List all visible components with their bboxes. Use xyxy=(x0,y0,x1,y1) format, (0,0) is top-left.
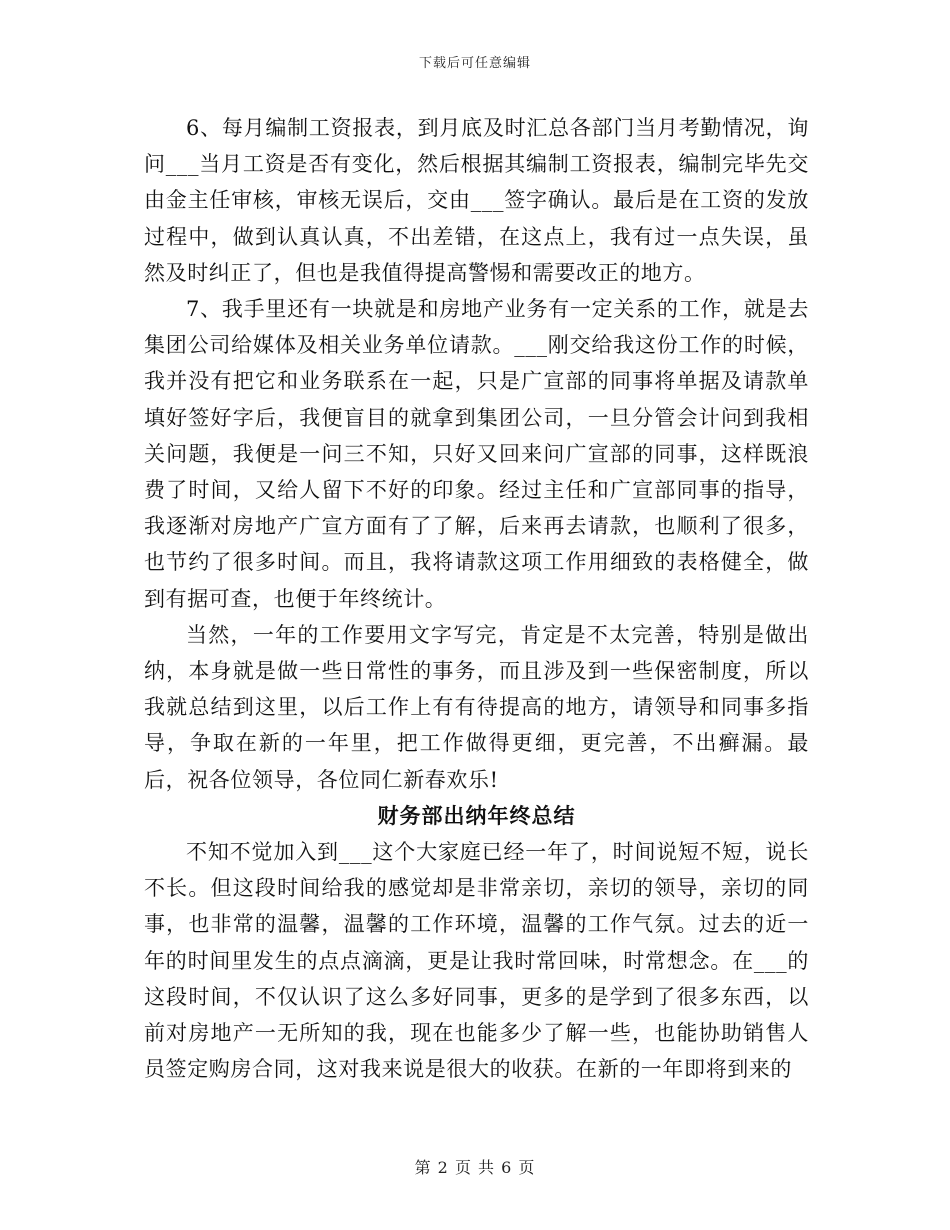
document-body xyxy=(144,110,809,1087)
page-number: 第 2 页 共 6 页 xyxy=(414,1158,536,1177)
paragraph-item-6: 6、每月编制工资报表，到月底及时汇总各部门当月考勤情况，询问___当月工资是否有变化，然后根据其编制工资报表，编制完毕先交由金主任审核，审核无误后，交由___签字确认。最后是在工资的发放过程中，做到认真认真，不出差错，在这点上，我有过一点失误，虽然及时纠正了，但也是我值得提高警惕和需要改正的地方。 xyxy=(144,116,809,285)
paragraph-closing: 当然，一年的工作要用文字写完，肯定是不太完善，特别是做出纳，本身就是做一些日常性的事务，而且涉及到一些保密制度，所以我就总结到这里，以后工作上有有待提高的地方，请领导和同事多指导，争取在新的一年里，把工作做得更细，更完善，不出癣漏。最后，祝各位领导，各位同仁新春欢乐! xyxy=(144,622,809,792)
paragraph-summary-intro: 不知不觉加入到___这个大家庭已经一年了，时间说短不短，说长不长。但这段时间给我的感觉却是非常亲切，亲切的领导，亲切的同事，也非常的温馨，温馨的工作环境，温馨的工作气氛。过去的近一年的时间里发生的点点滴滴，更是让我时常回味，时常想念。在___的这段时间，不仅认识了这么多好同事，更多的是学到了很多东西，以前对房地产一无所知的我，现在也能多少了解一些，也能协助销售人员签定购房合同，这对我来说是很大的收获。在新的一年即将到来的 xyxy=(144,840,809,1082)
page-header: 下载后可任意编辑 xyxy=(418,56,531,71)
paragraph-item-7: 7、我手里还有一块就是和房地产业务有一定关系的工作，就是去集团公司给媒体及相关业务单位请款。___刚交给我这份工作的时候，我并没有把它和业务联系在一起，只是广宣部的同事将单据及请款单填好签好字后，我便盲目的就拿到集团公司，一旦分管会计问到我相关问题，我便是一问三不知，只好又回来问广宣部的同事，这样既浪费了时间，又给人留下不好的印象。经过主任和广宣部同事的指导，我逐渐对房地产广宣方面有了了解，后来再去请款，也顺利了很多，也节约了很多时间。而且，我将请款这项工作用细致的表格健全，做到有据可查，也便于年终统计。 xyxy=(144,297,809,611)
section-title: 财务部出纳年终总结 xyxy=(377,803,576,828)
